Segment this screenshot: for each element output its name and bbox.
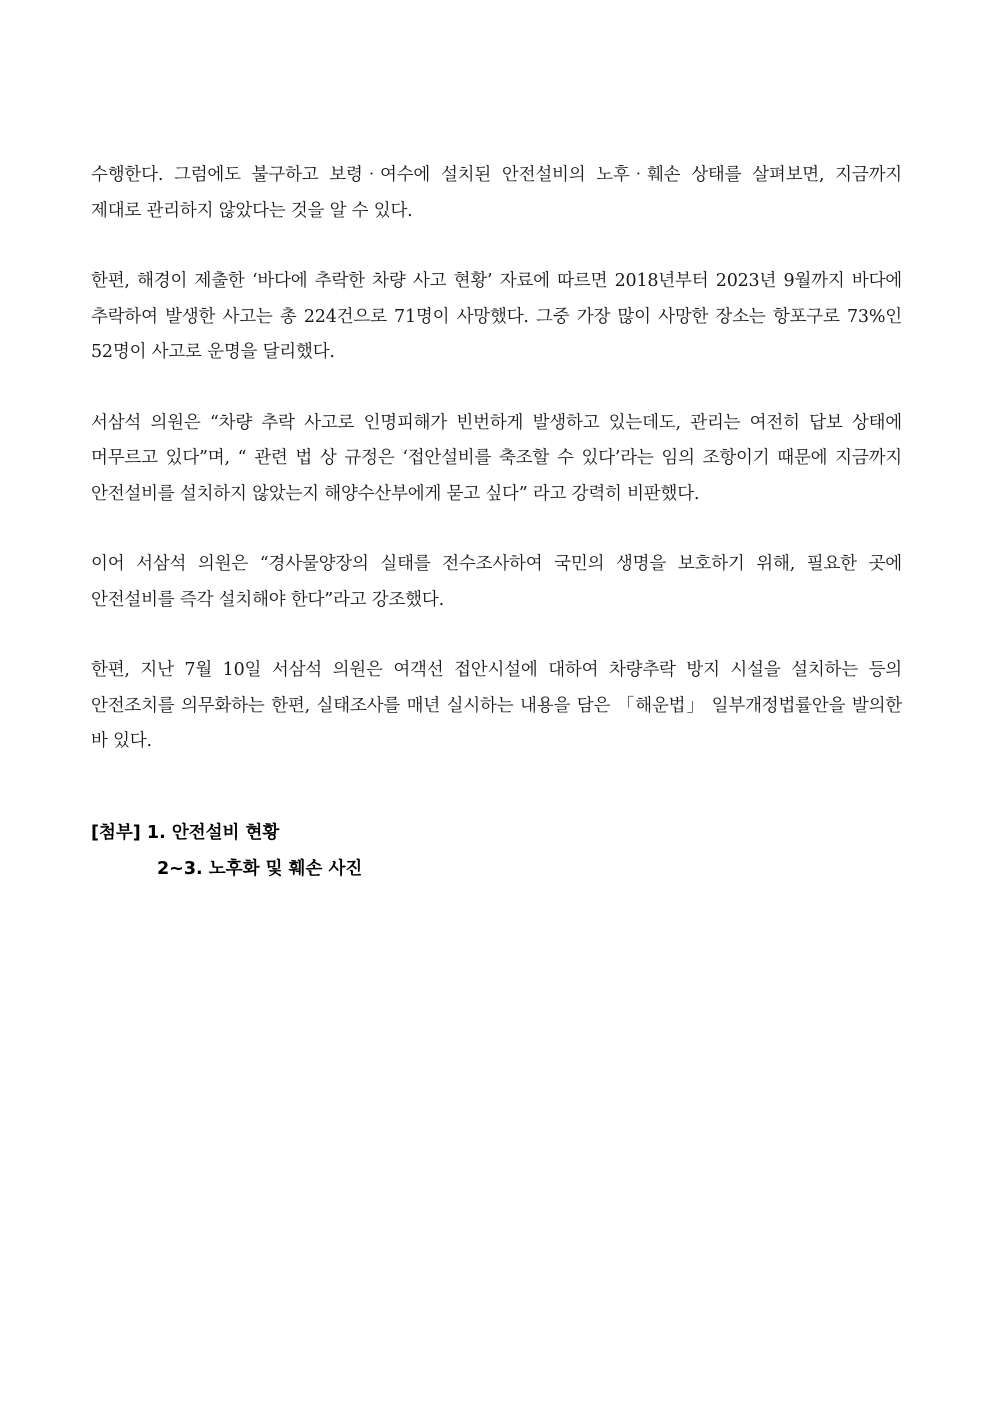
paragraph-5: 한편, 지난 7월 10일 서삼석 의원은 여객선 접안시설에 대하여 차량추락 방지 시설을 설치하는 등의 안전조치를 의무화하는 한편, 실태조사를 매년 실시하는 내용을 담은 「해운법」 일부개정법률안을 발의한 바 있다. bbox=[91, 660, 902, 751]
paragraph-1: 수행한다. 그럼에도 불구하고 보령‧여수에 설치된 안전설비의 노후‧훼손 상태를 살펴보면, 지금까지 제대로 관리하지 않았다는 것을 알 수 있다. bbox=[91, 165, 902, 221]
attachments-list bbox=[91, 815, 362, 887]
paragraph-2: 한편, 해경이 제출한 ‘바다에 추락한 차량 사고 현황’ 자료에 따르면 2018년부터 2023년 9월까지 바다에 추락하여 발생한 사고는 총 224건으로 71명이 사망했다. 그중 가장 많이 사망한 장소는 항포구로 73%인 52명이 사고로 운명을 달리했다. bbox=[91, 271, 902, 362]
paragraph-4: 이어 서삼석 의원은 “경사물양장의 실태를 전수조사하여 국민의 생명을 보호하기 위해, 필요한 곳에 안전설비를 즉각 설치해야 한다”라고 강조했다. bbox=[91, 554, 902, 610]
document-body bbox=[91, 158, 902, 795]
attachment-item-1: [첨부] 1. 안전설비 현황 bbox=[91, 823, 280, 843]
paragraph-3: 서삼석 의원은 “차량 추락 사고로 인명피해가 빈번하게 발생하고 있는데도, 관리는 여전히 답보 상태에 머무르고 있다”며, “ 관련 법 상 규정은 ‘접안설비를 축조할 수 있다’라는 임의 조항이기 때문에 지금까지 안전설비를 설치하지 않았는지 해양수산부에게 묻고 싶다” 라고 강력히 비판했다. bbox=[91, 412, 902, 504]
attachment-item-2: 2~3. 노후화 및 훼손 사진 bbox=[157, 859, 363, 879]
